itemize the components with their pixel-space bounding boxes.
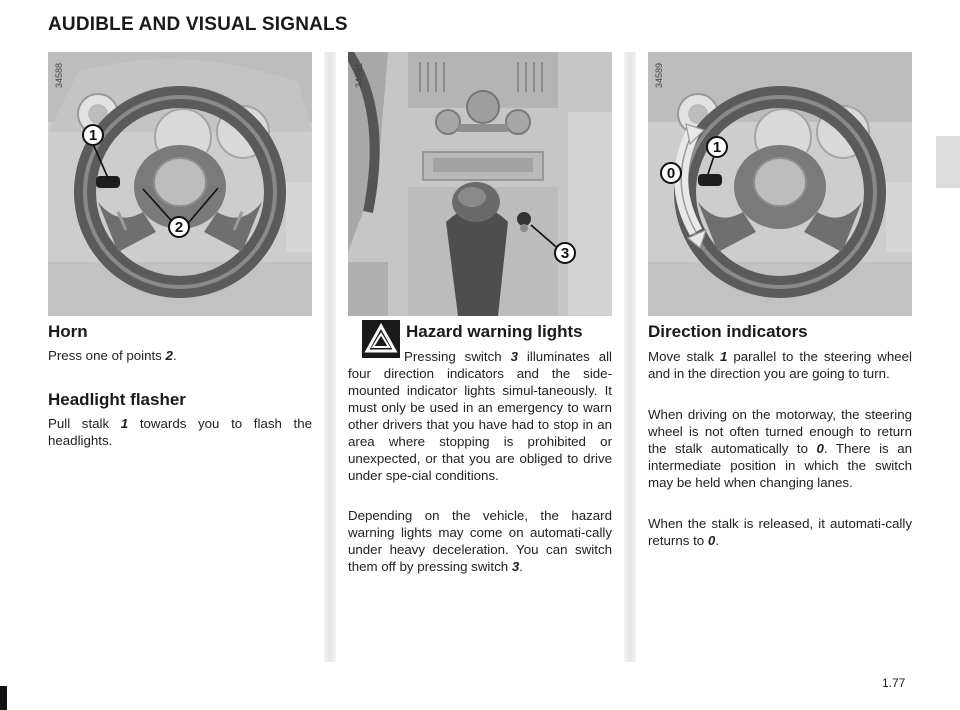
hazard-text-1: Pressing switch 3 illuminates all four direction indicators and the side-mounted indicator lights simul-taneously. It must only be used in an emergency to warn other drivers that you have had to stop in an area where stopping is prohibited or unexpected, or that you are obliged to drive under spe-cial conditions. xyxy=(348,349,612,483)
flasher-text: Pull stalk 1 towards you to flash the headlights. xyxy=(48,416,312,448)
figure-horn-steering-wheel xyxy=(48,52,312,316)
figure-reference: 34581 xyxy=(354,62,364,88)
reference-number: 3 xyxy=(510,349,518,364)
figure-hazard-switch xyxy=(348,52,612,316)
reference-number: 0 xyxy=(707,533,716,548)
callout-3: 3 xyxy=(554,242,576,264)
callout-0: 0 xyxy=(660,162,682,184)
reference-number: 1 xyxy=(120,416,129,431)
dashboard-console-illustration xyxy=(348,52,612,316)
horn-heading: Horn xyxy=(48,322,88,341)
reference-number: 2 xyxy=(165,348,173,363)
figure-indicator-stalk xyxy=(648,52,912,316)
callout-2: 2 xyxy=(168,216,190,238)
column-divider-left xyxy=(324,52,336,662)
indicators-heading: Direction indicators xyxy=(648,322,808,341)
reference-number: 0 xyxy=(816,441,824,456)
callout-1: 1 xyxy=(706,136,728,158)
flasher-heading: Headlight flasher xyxy=(48,390,186,409)
figure-reference: 34589 xyxy=(654,62,664,88)
steering-wheel-illustration xyxy=(48,52,312,316)
indicators-text-3: When the stalk is released, it automati-cally returns to 0. xyxy=(648,516,912,548)
chapter-tab xyxy=(936,136,960,188)
steering-wheel-indicator-illustration xyxy=(648,52,912,316)
page-number: 1.77 xyxy=(882,676,906,690)
horn-text: Press one of points 2. xyxy=(48,348,177,363)
hazard-text-2: Depending on the vehicle, the hazard warning lights may come on automati-cally under heavy deceleration. You can switch them off by pressing switch 3. xyxy=(348,508,612,574)
indicators-text-1: Move stalk 1 parallel to the steering wheel and in the direction you are going to turn. xyxy=(648,349,913,381)
callout-1: 1 xyxy=(82,124,104,146)
page-title: AUDIBLE AND VISUAL SIGNALS xyxy=(48,14,348,35)
reference-number: 1 xyxy=(719,349,728,364)
page-edge-mark xyxy=(0,686,7,710)
figure-reference: 34588 xyxy=(54,62,64,88)
column-divider-right xyxy=(624,52,636,662)
hazard-heading: Hazard warning lights xyxy=(406,322,583,341)
indicators-text-2: When driving on the motorway, the steering wheel is not often turned enough to return the stalk automatically to 0. There is an intermediate position in which the switch may be held when changing lanes. xyxy=(648,407,912,490)
reference-number: 3 xyxy=(511,559,520,574)
